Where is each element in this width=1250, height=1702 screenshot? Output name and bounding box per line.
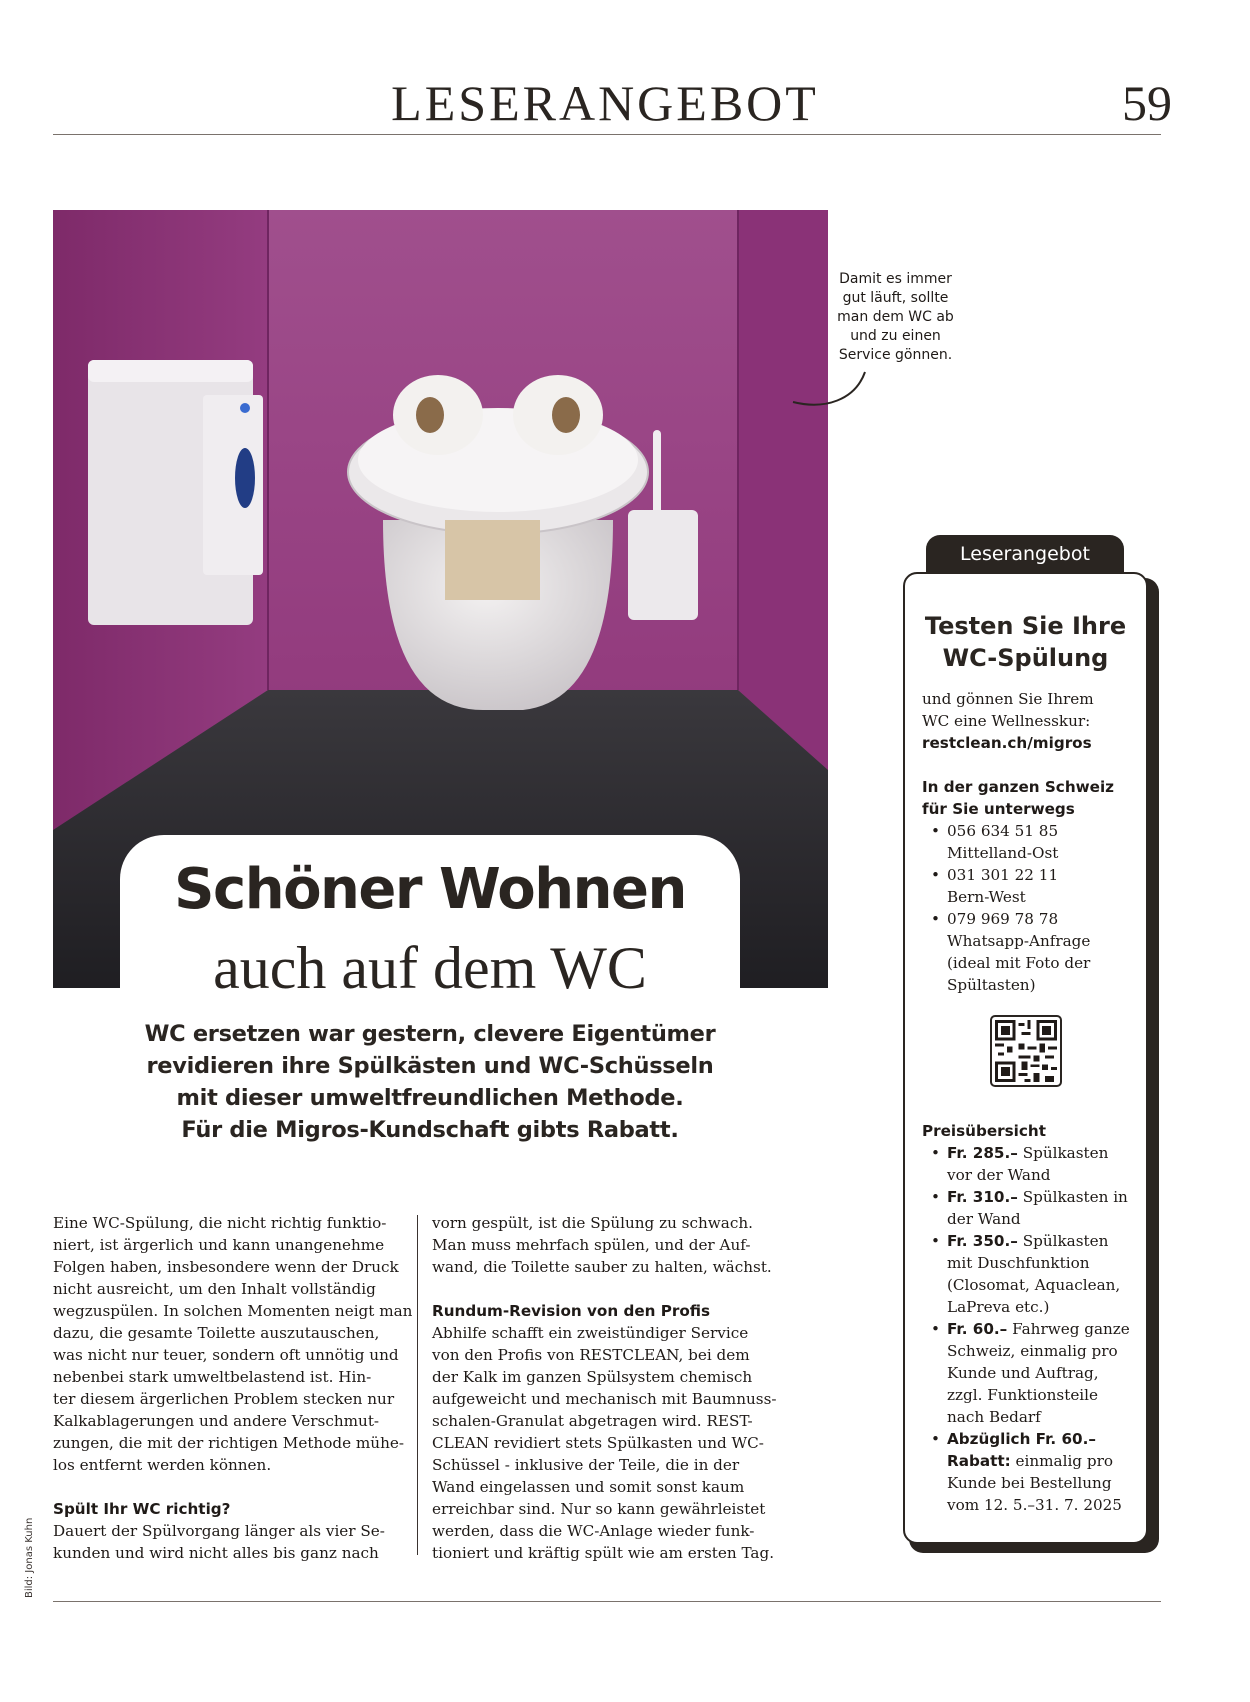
headline-sub: auch auf dem WC [213, 935, 647, 1001]
subheading: Spült Ihr WC richtig? [53, 1500, 231, 1518]
body-line: Dauert der Spülvorgang länger als vier Se- [53, 1522, 385, 1540]
price-item [922, 1318, 1137, 1428]
body-line: Kalkablagerungen und andere Verschmut- [53, 1412, 380, 1430]
contact-section [922, 776, 1137, 996]
lead-paragraph [90, 1018, 770, 1146]
lead-line: revidieren ihre Spülkästen und WC-Schüsseln [146, 1053, 714, 1079]
offer-intro [922, 688, 1137, 754]
body-line: aufgeweicht und mechanisch mit Baumnuss- [432, 1390, 777, 1408]
body-line: nicht ausreicht, um den Inhalt vollständig [53, 1280, 376, 1298]
price-text: Fahrweg ganze Schweiz, einmalig pro Kunde und Auftrag, zzgl. Funktionsteile nach Bedarf [947, 1320, 1130, 1426]
price-text: Spülkasten in der Wand [947, 1188, 1128, 1228]
contact-item [922, 908, 1137, 996]
discount-text: einmalig pro Kunde bei Bestellung vom 12. 5.–31. 7. 2025 [947, 1452, 1122, 1514]
body-line: vorn gespült, ist die Spülung zu schwach. [432, 1214, 753, 1232]
header-divider [53, 134, 1161, 135]
section-title: LESERANGEBOT [391, 75, 819, 131]
subheading: Rundum-Revision von den Profis [432, 1302, 711, 1320]
contact-label: Mittelland-Ost [947, 844, 1059, 862]
body-line: dazu, die gesamte Toilette auszutauschen, [53, 1324, 380, 1342]
photo-caption: Damit es immer gut läuft, sollte man dem WC ab und zu einen Service gönnen. [837, 271, 954, 363]
contact-label: Bern-West [947, 888, 1026, 906]
contact-heading: für Sie unterwegs [922, 800, 1075, 818]
price-value: Fr. 60.– [947, 1320, 1008, 1338]
price-value: Fr. 285.– [947, 1144, 1018, 1162]
offer-tab: Leserangebot [926, 535, 1124, 574]
discount-label: Abzüglich Fr. 60.– Rabatt: [947, 1430, 1096, 1470]
body-line: zungen, die mit der richtigen Methode mühe- [53, 1434, 404, 1452]
intro-line: und gönnen Sie Ihrem [922, 690, 1094, 708]
contact-note: (ideal mit Foto der Spültasten) [947, 954, 1091, 994]
body-line: werden, dass die WC-Anlage wieder funk- [432, 1522, 755, 1540]
headline-main: Schöner Wohnen [174, 857, 686, 922]
contact-item [922, 820, 1137, 864]
body-line: der Kalk im ganzen Spülsystem chemisch [432, 1368, 753, 1386]
price-item [922, 1230, 1137, 1318]
body-line: Man muss mehrfach spülen, und der Auf- [432, 1236, 751, 1254]
lead-line: Für die Migros-Kundschaft gibts Rabatt. [181, 1117, 679, 1143]
footer-divider [53, 1601, 1161, 1602]
body-line: wand, die Toilette sauber zu halten, wächst. [432, 1258, 772, 1276]
body-line: Wand eingelassen und somit sonst kaum [432, 1478, 745, 1496]
body-line: von den Profis von RESTCLEAN, bei dem [432, 1346, 750, 1364]
body-line: ter diesem ärgerlichen Problem stecken nur [53, 1390, 395, 1408]
body-line: niert, ist ärgerlich und kann unangenehme [53, 1236, 385, 1254]
offer-title-line: WC-Spülung [942, 644, 1109, 672]
body-line: schalen-Granulat abgetragen wird. REST- [432, 1412, 753, 1430]
offer-link[interactable]: restclean.ch/migros [922, 734, 1092, 752]
photo-credit: Bild: Jonas Kuhn [24, 1517, 35, 1598]
lead-line: mit dieser umweltfreundlichen Methode. [176, 1085, 684, 1111]
price-value: Fr. 310.– [947, 1188, 1018, 1206]
phone-number[interactable]: • 031 301 22 11 [947, 866, 1059, 884]
qr-code-icon[interactable] [990, 1015, 1062, 1087]
price-list [922, 1142, 1137, 1516]
price-section [922, 1120, 1137, 1516]
article-column-1 [53, 1212, 413, 1564]
page-number: 59 [1122, 75, 1172, 131]
article-column-2 [432, 1212, 802, 1564]
body-line: Folgen haben, insbesondere wenn der Druck [53, 1258, 399, 1276]
contact-list [922, 820, 1137, 996]
price-text: Spülkasten mit Duschfunktion (Closomat, Aquaclean, LaPreva etc.) [947, 1232, 1121, 1316]
body-line: Schüssel - inklusive der Teile, die in der [432, 1456, 740, 1474]
contact-heading: In der ganzen Schweiz [922, 778, 1115, 796]
discount-item [922, 1428, 1137, 1516]
lead-line: WC ersetzen war gestern, clevere Eigentümer [144, 1021, 716, 1047]
offer-title [903, 610, 1148, 674]
body-line: CLEAN revidiert stets Spülkasten und WC- [432, 1434, 764, 1452]
offer-title-line: Testen Sie Ihre [924, 612, 1127, 640]
body-line: erreichbar sind. Nur so kann gewährleistet [432, 1500, 766, 1518]
prices-heading: Preisübersicht [922, 1122, 1046, 1140]
body-line: tioniert und kräftig spült wie am ersten Tag. [432, 1544, 775, 1562]
price-item [922, 1142, 1137, 1186]
price-item [922, 1186, 1137, 1230]
intro-line: WC eine Wellnesskur: [922, 712, 1091, 730]
phone-number[interactable]: • 079 969 78 78 [947, 910, 1059, 928]
body-line: wegzuspülen. In solchen Momenten neigt man [53, 1302, 413, 1320]
body-line: nebenbei stark umweltbelastend ist. Hin- [53, 1368, 372, 1386]
body-line: los entfernt werden können. [53, 1456, 272, 1474]
phone-number[interactable]: • 056 634 51 85 [947, 822, 1059, 840]
price-value: Fr. 350.– [947, 1232, 1018, 1250]
body-line: kunden und wird nicht alles bis ganz nach [53, 1544, 379, 1562]
caption-arrow-icon [790, 370, 870, 410]
column-divider [417, 1215, 418, 1555]
price-text: Spülkasten vor der Wand [947, 1144, 1109, 1184]
body-line: Eine WC-Spülung, die nicht richtig funktio- [53, 1214, 387, 1232]
body-line: was nicht nur teuer, sondern oft unnötig und [53, 1346, 399, 1364]
contact-item [922, 864, 1137, 908]
body-line: Abhilfe schafft ein zweistündiger Service [432, 1324, 749, 1342]
contact-label: Whatsapp-Anfrage [947, 932, 1091, 950]
